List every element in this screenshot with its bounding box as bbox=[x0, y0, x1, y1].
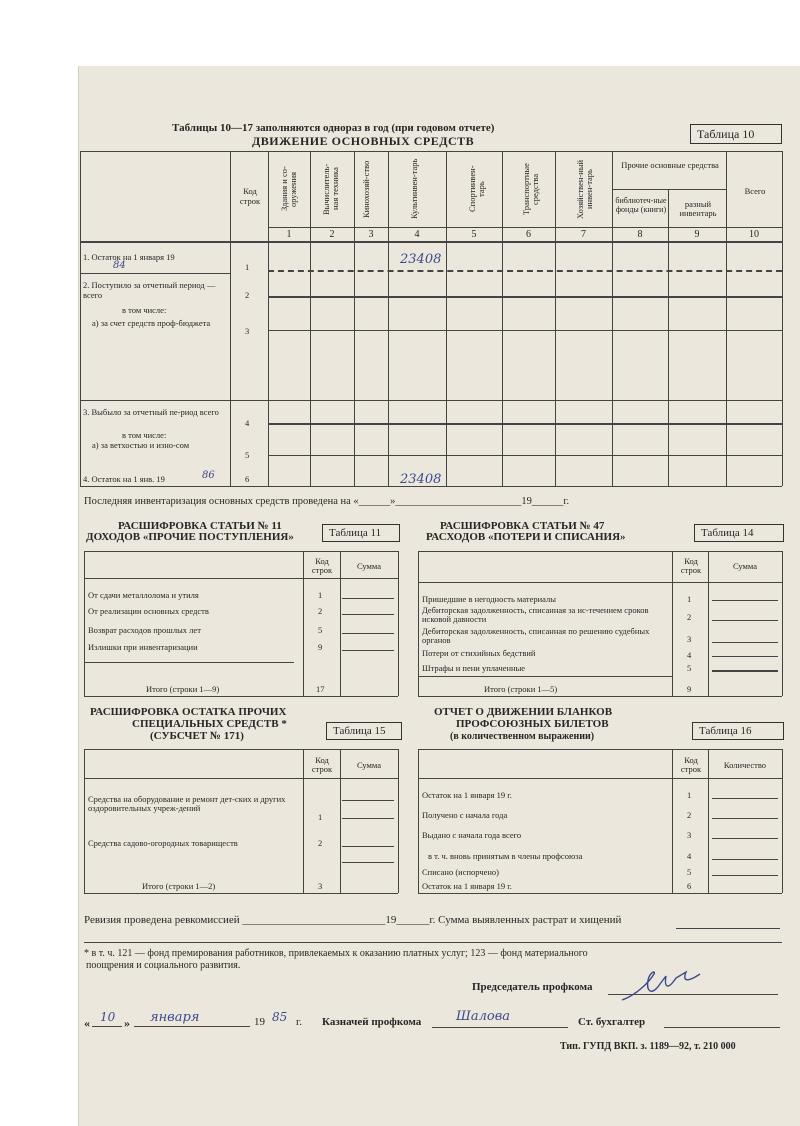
t11-total-label: Итого (строки 1—9) bbox=[146, 684, 220, 694]
t10-colnum: 10 bbox=[749, 229, 759, 240]
t11-row-label: Возврат расходов прошлых лет bbox=[88, 625, 201, 635]
t11-row-code: 1 bbox=[318, 590, 323, 600]
t14-col-sum: Сумма bbox=[732, 561, 758, 571]
t11-row-code: 5 bbox=[318, 625, 323, 635]
t10-col-buildings: Здания и со-оружения bbox=[279, 166, 298, 212]
t10-col-culture: Культинвен-тарь bbox=[409, 158, 419, 220]
t14-col-code: Код строк bbox=[680, 556, 702, 575]
audit-line: Ревизия проведена ревкомиссией __________________________19______г. Сумма выявленных растрат и хищений bbox=[84, 914, 622, 926]
t10-row-label: в том числе: bbox=[122, 430, 167, 440]
date-suffix: г. bbox=[296, 1016, 303, 1028]
t11-total-code: 17 bbox=[316, 684, 325, 694]
t11-row-label: От сдачи металлолома и утиля bbox=[88, 590, 199, 600]
t16-row-code: 3 bbox=[687, 830, 692, 840]
t14-row-label: Пришедшие в негодность материалы bbox=[422, 594, 556, 604]
t15-row-code: 2 bbox=[318, 838, 323, 848]
t11-row-code: 9 bbox=[318, 642, 323, 652]
t16-row-label: Выдано с начала года всего bbox=[422, 830, 522, 840]
t16-title1: ОТЧЕТ О ДВИЖЕНИИ БЛАНКОВ bbox=[434, 706, 613, 718]
t10-row-code: 4 bbox=[245, 418, 250, 428]
t15-col-code: Код строк bbox=[311, 755, 333, 774]
treasurer-label: Казначей профкома bbox=[322, 1016, 422, 1028]
t16-row-label: в т. ч. вновь принятым в члены профсоюза bbox=[428, 851, 583, 861]
t16-row-label: Остаток на 1 января 19 г. bbox=[422, 881, 512, 891]
t15-row-label: Средства садово-огородных товариществ bbox=[88, 838, 238, 848]
t10-col-sport: Спортинвен-тарь bbox=[467, 165, 486, 213]
t16-title3: (в количественном выражении) bbox=[450, 731, 595, 742]
header-note: Таблицы 10—17 заполняются однораз в год (при годовом отчете) bbox=[172, 122, 495, 134]
t10-row-label: 3. Выбыло за отчетный пе-риод всего bbox=[83, 407, 219, 417]
t10-colnum: 1 bbox=[286, 229, 292, 240]
t15-total-label: Итого (строки 1—2) bbox=[142, 881, 216, 891]
t10-col-cinema: Кинохозяй-ство bbox=[361, 160, 371, 218]
chairman-signature bbox=[614, 966, 704, 1006]
t10-colnum: 8 bbox=[637, 229, 643, 240]
t14-title1: РАСШИФРОВКА СТАТЬИ № 47 bbox=[440, 520, 605, 532]
t10-hand-value1: 23408 bbox=[400, 252, 442, 267]
treasurer-signature: Шалова bbox=[456, 1009, 511, 1024]
t10-colnum: 9 bbox=[694, 229, 700, 240]
t15-total-code: 3 bbox=[318, 881, 323, 891]
t11-col-code: Код строк bbox=[311, 556, 333, 575]
t10-hand-year6: 86 bbox=[202, 470, 215, 481]
t14-row-label: Дебиторская задолженность, списанная по решению судебных органов bbox=[422, 626, 650, 645]
t14-row-label: Штрафы и пени уплаченные bbox=[422, 663, 526, 673]
t10-col-library: библиотеч-ные фонды (книги) bbox=[615, 196, 667, 214]
imprint: Тип. ГУПД ВКП. з. 1189—92, т. 210 000 bbox=[560, 1041, 736, 1052]
t15-title1: РАСШИФРОВКА ОСТАТКА ПРОЧИХ bbox=[90, 706, 287, 718]
t14-title2: РАСХОДОВ «ПОТЕРИ И СПИСАНИЯ» bbox=[426, 531, 626, 543]
t10-colnum: 7 bbox=[581, 229, 586, 240]
t10-colnum: 4 bbox=[414, 229, 420, 240]
t11-title1: РАСШИФРОВКА СТАТЬИ № 11 bbox=[118, 520, 282, 532]
t14-row-code: 5 bbox=[687, 663, 692, 673]
t10-colnum: 3 bbox=[368, 229, 374, 240]
t10-colnum: 5 bbox=[471, 229, 477, 240]
t16-row-code: 1 bbox=[687, 790, 692, 800]
t16-row-label: Получено с начала года bbox=[422, 810, 508, 820]
t16-col-code: Код строк bbox=[680, 755, 702, 774]
t15-row-label: Средства на оборудование и ремонт дет-ских и других оздоровительных учреж-дений bbox=[88, 794, 286, 813]
table-15-label: Таблица 15 bbox=[326, 722, 402, 740]
t14-row-code: 4 bbox=[687, 650, 692, 660]
t14-row-code: 3 bbox=[687, 634, 692, 644]
t11-row-code: 2 bbox=[318, 606, 323, 616]
footnote-line-1: * в т. ч. 121 — фонд премирования работников, привлекаемых к оказанию платных услуг; 123 — фонд материального bbox=[84, 948, 588, 959]
t15-row-code: 1 bbox=[318, 812, 323, 822]
t14-row-label: Потери от стихийных бедствий bbox=[422, 648, 536, 658]
t10-col-misc: разный инвентарь bbox=[679, 199, 717, 218]
t10-row-label: в том числе: bbox=[122, 305, 167, 315]
t10-row-code: 1 bbox=[245, 262, 250, 272]
t16-row-label: Остаток на 1 января 19 г. bbox=[422, 790, 512, 800]
t10-row-label: 2. Поступило за отчетный период — всего bbox=[83, 280, 216, 300]
t11-title2: ДОХОДОВ «ПРОЧИЕ ПОСТУПЛЕНИЯ» bbox=[86, 531, 294, 543]
date-day: 10 bbox=[100, 1010, 116, 1024]
t16-row-label: Списано (испорчено) bbox=[422, 867, 500, 877]
t15-title2: СПЕЦИАЛЬНЫХ СРЕДСТВ * bbox=[132, 718, 287, 730]
t10-row-label: а) за счет средств проф-бюджета bbox=[92, 318, 211, 328]
t10-row-label: 1. Остаток на 1 января 19 bbox=[83, 252, 175, 262]
t14-row-label: Дебиторская задолженность, списанная за ис-течением сроков исковой давности bbox=[422, 605, 649, 624]
t10-hand-value6: 23408 bbox=[400, 472, 442, 487]
t10-row-code: 3 bbox=[245, 326, 250, 336]
footnote-line-2: поощрения и социального развития. bbox=[86, 960, 241, 971]
t10-col-transport: Транспортные средства bbox=[521, 163, 540, 215]
date-year-prefix: 19 bbox=[254, 1016, 265, 1028]
t10-colnum: 2 bbox=[329, 229, 335, 240]
t14-row-code: 2 bbox=[687, 612, 692, 622]
t10-col-household: Хозяйствен-ный инвен-тарь bbox=[575, 159, 594, 219]
date-year: 85 bbox=[272, 1010, 288, 1024]
accountant-label: Ст. бухгалтер bbox=[578, 1016, 646, 1028]
table-11-label: Таблица 11 bbox=[322, 524, 400, 542]
date-month: января bbox=[150, 1010, 200, 1025]
date-prefix: « bbox=[84, 1016, 90, 1030]
t10-col-total: Всего bbox=[744, 186, 766, 196]
t16-row-code: 4 bbox=[687, 851, 692, 861]
t10-col-other: Прочие основные средства bbox=[621, 160, 719, 170]
t10-row-label: 4. Остаток на 1 янв. 19 bbox=[83, 474, 165, 484]
t14-total-code: 9 bbox=[687, 684, 692, 694]
t16-col-qty: Количество bbox=[723, 760, 767, 770]
t11-row-label: Излишки при инвентаризации bbox=[88, 642, 198, 652]
t10-row-code: 5 bbox=[245, 450, 250, 460]
page-title: ДВИЖЕНИЕ ОСНОВНЫХ СРЕДСТВ bbox=[252, 134, 475, 148]
t10-hand-year1: 84 bbox=[113, 260, 126, 271]
chairman-label: Председатель профкома bbox=[472, 981, 593, 993]
t11-col-sum: Сумма bbox=[356, 561, 382, 571]
t11-row-label: От реализации основных средств bbox=[88, 606, 209, 616]
t10-row-code: 6 bbox=[245, 474, 250, 484]
table-14-label: Таблица 14 bbox=[694, 524, 784, 542]
table-16-label: Таблица 16 bbox=[692, 722, 784, 740]
t10-colnum: 6 bbox=[526, 229, 531, 240]
t10-row-code: 2 bbox=[245, 290, 250, 300]
t16-row-code: 2 bbox=[687, 810, 692, 820]
t10-col-computers: Вычислитель-ная техника bbox=[321, 163, 340, 215]
inventory-line: Последняя инвентаризация основных средств проведена на «______»________________________19______г. bbox=[84, 496, 570, 507]
t10-col-code: Код строк bbox=[239, 186, 261, 206]
t14-row-code: 1 bbox=[687, 594, 692, 604]
t10-row-label: а) за ветхостью и изно-сом bbox=[92, 440, 190, 450]
t16-title2: ПРОФСОЮЗНЫХ БИЛЕТОВ bbox=[456, 718, 609, 730]
date-close: » bbox=[124, 1016, 130, 1030]
t15-title3: (СУБСЧЕТ № 171) bbox=[150, 730, 244, 742]
t16-row-code: 5 bbox=[687, 867, 692, 877]
t16-row-code: 6 bbox=[687, 881, 692, 891]
t15-col-sum: Сумма bbox=[356, 760, 382, 770]
t14-total-label: Итого (строки 1—5) bbox=[484, 684, 558, 694]
table-10-label: Таблица 10 bbox=[690, 124, 782, 144]
